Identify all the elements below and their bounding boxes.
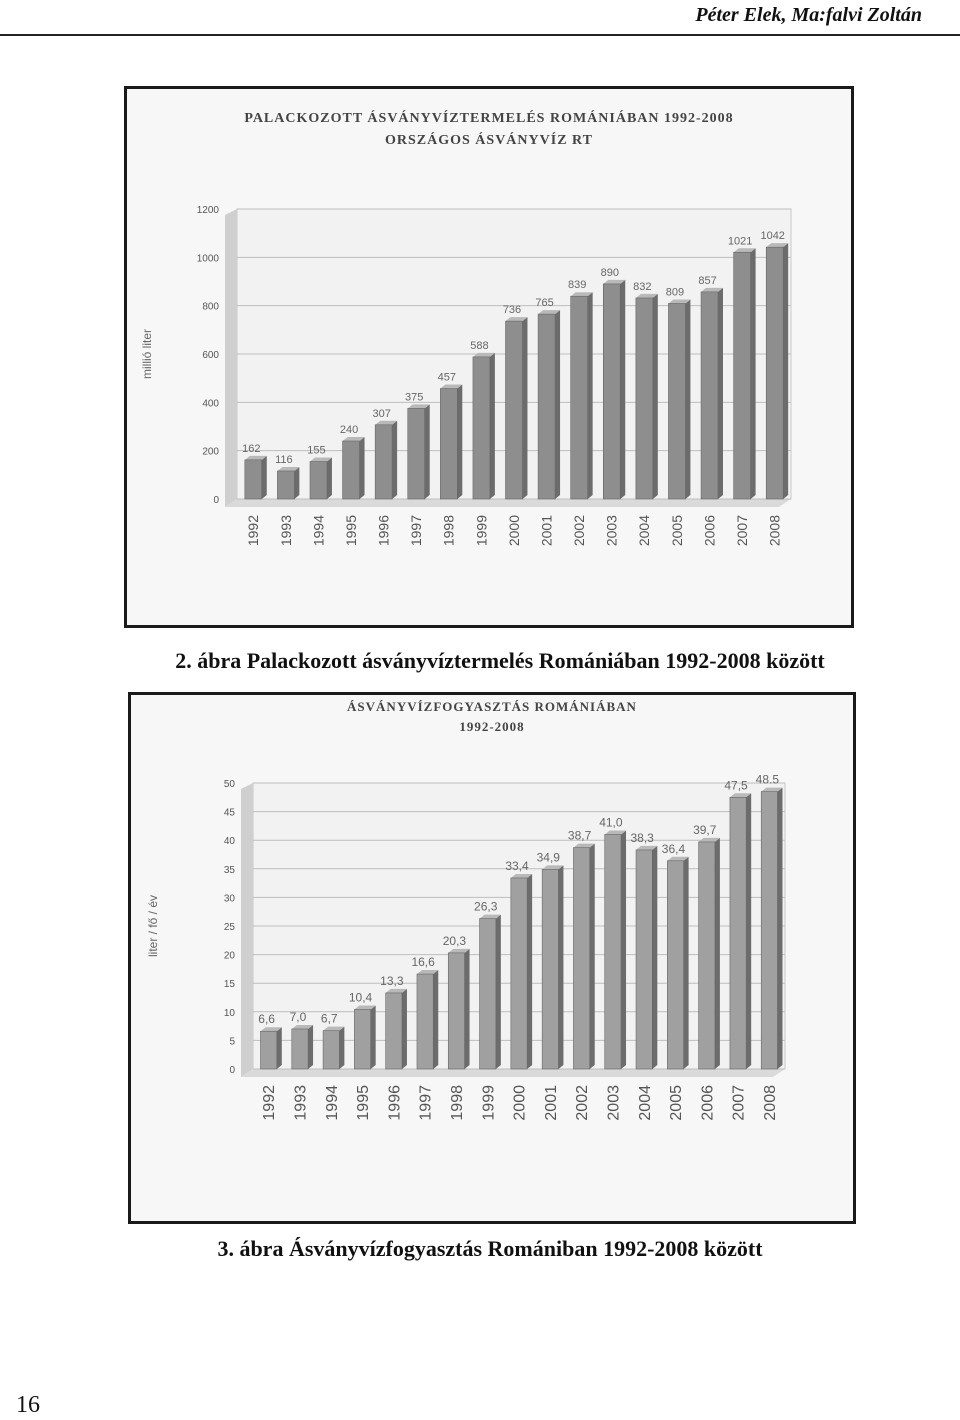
bar-side bbox=[294, 467, 299, 499]
bar-side bbox=[715, 838, 720, 1069]
x-tick-label: 2001 bbox=[542, 1085, 560, 1121]
bar-side bbox=[718, 288, 723, 499]
data-label: 41,0 bbox=[599, 815, 623, 830]
bar bbox=[440, 389, 457, 499]
bar-side bbox=[490, 353, 495, 499]
bar bbox=[605, 834, 621, 1069]
chart-2-plot bbox=[131, 695, 853, 1221]
y-tick-label: 20 bbox=[223, 950, 235, 962]
bar bbox=[408, 408, 425, 499]
data-label: 155 bbox=[307, 444, 326, 457]
figure-1-chart bbox=[124, 86, 854, 628]
running-header: Péter Elek, Ma:falvi Zoltán bbox=[695, 4, 922, 26]
bar bbox=[375, 425, 392, 499]
chart-1-plot bbox=[127, 89, 851, 625]
bar-side bbox=[371, 1006, 376, 1069]
bar-side bbox=[262, 456, 267, 499]
bar-side bbox=[621, 830, 626, 1069]
data-label: 240 bbox=[339, 424, 359, 436]
data-label: 890 bbox=[600, 266, 619, 279]
bar bbox=[571, 296, 588, 499]
y-tick-label: 10 bbox=[223, 1007, 235, 1019]
x-tick-label: 2006 bbox=[699, 1085, 717, 1121]
bar bbox=[343, 441, 360, 499]
plot-side-wall bbox=[241, 783, 253, 1077]
x-tick-label: 2002 bbox=[574, 1085, 592, 1121]
plot-floor bbox=[241, 1069, 785, 1077]
x-tick-label: 2002 bbox=[571, 515, 588, 547]
data-label: 36,4 bbox=[661, 841, 686, 856]
y-tick-label: 0 bbox=[229, 1065, 235, 1076]
data-label: 34,9 bbox=[536, 850, 560, 865]
bar bbox=[292, 1029, 308, 1069]
bar bbox=[310, 462, 327, 499]
bar-side bbox=[653, 294, 658, 499]
bar bbox=[636, 850, 652, 1069]
y-tick-label: 800 bbox=[202, 301, 219, 313]
x-tick-label: 1997 bbox=[408, 515, 425, 547]
data-label: 1021 bbox=[727, 235, 753, 248]
data-label: 38,3 bbox=[630, 830, 654, 845]
x-tick-label: 1999 bbox=[480, 1085, 498, 1121]
page-number: 16 bbox=[16, 1392, 40, 1418]
x-tick-label: 2008 bbox=[766, 515, 783, 547]
bar bbox=[277, 471, 294, 499]
bar-side bbox=[277, 1027, 282, 1069]
bar bbox=[511, 878, 527, 1069]
bar-side bbox=[402, 989, 407, 1069]
y-tick-label: 600 bbox=[202, 350, 219, 361]
y-tick-label: 200 bbox=[202, 446, 219, 458]
bar bbox=[761, 792, 777, 1069]
bar-side bbox=[746, 793, 751, 1069]
data-label: 307 bbox=[372, 407, 391, 420]
x-tick-label: 1993 bbox=[277, 515, 294, 547]
data-label: 162 bbox=[242, 442, 261, 455]
bar bbox=[386, 993, 402, 1069]
data-label: 588 bbox=[470, 339, 489, 352]
data-label: 13,3 bbox=[380, 973, 404, 988]
data-label: 7,0 bbox=[289, 1009, 307, 1024]
data-label: 457 bbox=[437, 371, 457, 384]
x-tick-label: 2005 bbox=[668, 515, 685, 547]
bar bbox=[261, 1031, 277, 1069]
x-tick-label: 2000 bbox=[511, 1085, 529, 1121]
data-label: 6,7 bbox=[320, 1011, 338, 1026]
data-label: 375 bbox=[405, 391, 424, 404]
x-tick-label: 1997 bbox=[417, 1085, 435, 1121]
bar-side bbox=[783, 243, 788, 499]
bar bbox=[417, 974, 433, 1069]
x-tick-label: 1993 bbox=[292, 1085, 310, 1121]
data-label: 736 bbox=[502, 304, 522, 317]
data-label: 16,6 bbox=[411, 955, 435, 970]
data-label: 6,6 bbox=[258, 1012, 275, 1027]
data-label: 10,4 bbox=[348, 990, 373, 1005]
bar bbox=[573, 848, 589, 1069]
bar bbox=[730, 797, 746, 1069]
x-tick-label: 2006 bbox=[701, 515, 718, 547]
bar-side bbox=[339, 1027, 344, 1069]
header-rule bbox=[0, 34, 960, 36]
y-tick-label: 5 bbox=[229, 1036, 235, 1048]
bar-side bbox=[360, 437, 365, 499]
y-tick-label: 15 bbox=[223, 979, 235, 991]
x-tick-label: 2008 bbox=[761, 1085, 779, 1121]
bar-side bbox=[558, 865, 563, 1069]
chart-2-subtitle: 1992-2008 bbox=[459, 719, 525, 734]
data-label: 47,5 bbox=[724, 778, 748, 793]
bar-side bbox=[308, 1025, 313, 1069]
y-axis-label: liter / fő / év bbox=[146, 894, 160, 958]
data-label: 116 bbox=[275, 453, 293, 466]
x-tick-label: 2003 bbox=[605, 1085, 623, 1121]
bar-side bbox=[555, 310, 560, 499]
data-label: 38,7 bbox=[567, 828, 592, 843]
bar bbox=[766, 247, 783, 499]
bar bbox=[480, 919, 496, 1069]
bar-side bbox=[620, 280, 625, 499]
y-tick-label: 40 bbox=[223, 836, 235, 848]
x-tick-label: 1995 bbox=[342, 515, 359, 547]
bar-side bbox=[590, 844, 595, 1069]
data-label: 26,3 bbox=[474, 899, 498, 914]
x-tick-label: 2003 bbox=[603, 515, 620, 547]
x-tick-label: 1994 bbox=[323, 1085, 341, 1121]
bar bbox=[245, 460, 262, 499]
bar-side bbox=[457, 385, 462, 499]
x-tick-label: 1996 bbox=[386, 1085, 404, 1121]
bar bbox=[603, 284, 620, 499]
x-tick-label: 2000 bbox=[505, 515, 522, 547]
plot-floor bbox=[225, 499, 791, 507]
bar-side bbox=[522, 317, 527, 499]
x-tick-label: 1994 bbox=[310, 515, 327, 547]
bar-side bbox=[652, 846, 657, 1069]
bar-side bbox=[496, 915, 501, 1069]
bar bbox=[734, 252, 751, 499]
figure-1-caption: 2. ábra Palackozott ásványvíztermelés Romániában 1992-2008 között bbox=[175, 648, 825, 673]
x-tick-label: 1995 bbox=[355, 1085, 373, 1121]
data-label: 48.5 bbox=[755, 772, 780, 787]
bar-side bbox=[425, 404, 430, 499]
bar-side bbox=[588, 292, 593, 499]
bar-side bbox=[465, 949, 470, 1069]
bar bbox=[636, 298, 653, 499]
bar-side bbox=[327, 458, 332, 499]
y-tick-label: 25 bbox=[223, 922, 235, 933]
bar-side bbox=[684, 857, 689, 1069]
bar-side bbox=[433, 970, 438, 1069]
bar-side bbox=[527, 874, 532, 1069]
x-tick-label: 1998 bbox=[449, 1085, 467, 1121]
data-label: 809 bbox=[665, 286, 685, 299]
data-label: 839 bbox=[567, 279, 587, 292]
y-tick-label: 30 bbox=[223, 893, 235, 905]
x-tick-label: 2007 bbox=[730, 1085, 748, 1121]
data-label: 20,3 bbox=[442, 933, 467, 948]
figure-2-caption: 3. ábra Ásványvízfogyasztás Romániban 1992-2008 között bbox=[217, 1236, 763, 1261]
y-tick-label: 1000 bbox=[196, 253, 219, 265]
bar bbox=[542, 869, 558, 1069]
x-tick-label: 2005 bbox=[668, 1085, 686, 1121]
bar bbox=[354, 1010, 370, 1069]
bar bbox=[323, 1031, 339, 1069]
bar bbox=[667, 861, 683, 1069]
data-label: 857 bbox=[698, 274, 717, 287]
x-tick-label: 2004 bbox=[636, 1085, 654, 1121]
bar bbox=[668, 303, 685, 499]
bar-side bbox=[392, 421, 397, 499]
bar bbox=[701, 292, 718, 499]
y-tick-label: 45 bbox=[223, 807, 235, 819]
x-tick-label: 2001 bbox=[538, 515, 555, 547]
figure-2-chart bbox=[128, 692, 856, 1224]
chart-2-title: ÁSVÁNYVÍZFOGYASZTÁS ROMÁNIÁBAN bbox=[347, 699, 637, 714]
data-label: 1042 bbox=[760, 230, 785, 243]
x-tick-label: 1992 bbox=[261, 1085, 279, 1121]
y-axis-label: millió liter bbox=[140, 328, 154, 380]
bar bbox=[473, 357, 490, 499]
bar-side bbox=[751, 248, 756, 499]
x-tick-label: 1992 bbox=[245, 515, 262, 547]
bar bbox=[538, 314, 555, 499]
bar bbox=[448, 953, 464, 1069]
chart-1-subtitle: ORSZÁGOS ÁSVÁNYVÍZ RT bbox=[385, 133, 593, 148]
bar-side bbox=[685, 299, 690, 499]
data-label: 39,7 bbox=[693, 822, 717, 837]
plot-side-wall bbox=[225, 209, 237, 507]
chart-1-title: PALACKOZOTT ÁSVÁNYVÍZTERMELÉS ROMÁNIÁBAN 1992-2008 bbox=[244, 111, 734, 126]
x-tick-label: 1996 bbox=[375, 515, 392, 547]
data-label: 765 bbox=[535, 297, 554, 310]
x-tick-label: 2007 bbox=[734, 515, 751, 547]
y-tick-label: 1200 bbox=[196, 205, 219, 216]
y-tick-label: 35 bbox=[223, 864, 235, 876]
y-tick-label: 0 bbox=[213, 495, 219, 506]
data-label: 33,4 bbox=[505, 858, 529, 873]
x-tick-label: 1998 bbox=[440, 515, 457, 547]
x-tick-label: 2004 bbox=[636, 515, 653, 547]
x-tick-label: 1999 bbox=[473, 515, 490, 547]
y-tick-label: 50 bbox=[223, 779, 235, 790]
y-tick-label: 400 bbox=[202, 398, 219, 410]
bar-side bbox=[777, 788, 782, 1069]
data-label: 832 bbox=[633, 280, 652, 293]
bar bbox=[506, 321, 523, 499]
bar bbox=[699, 842, 715, 1069]
